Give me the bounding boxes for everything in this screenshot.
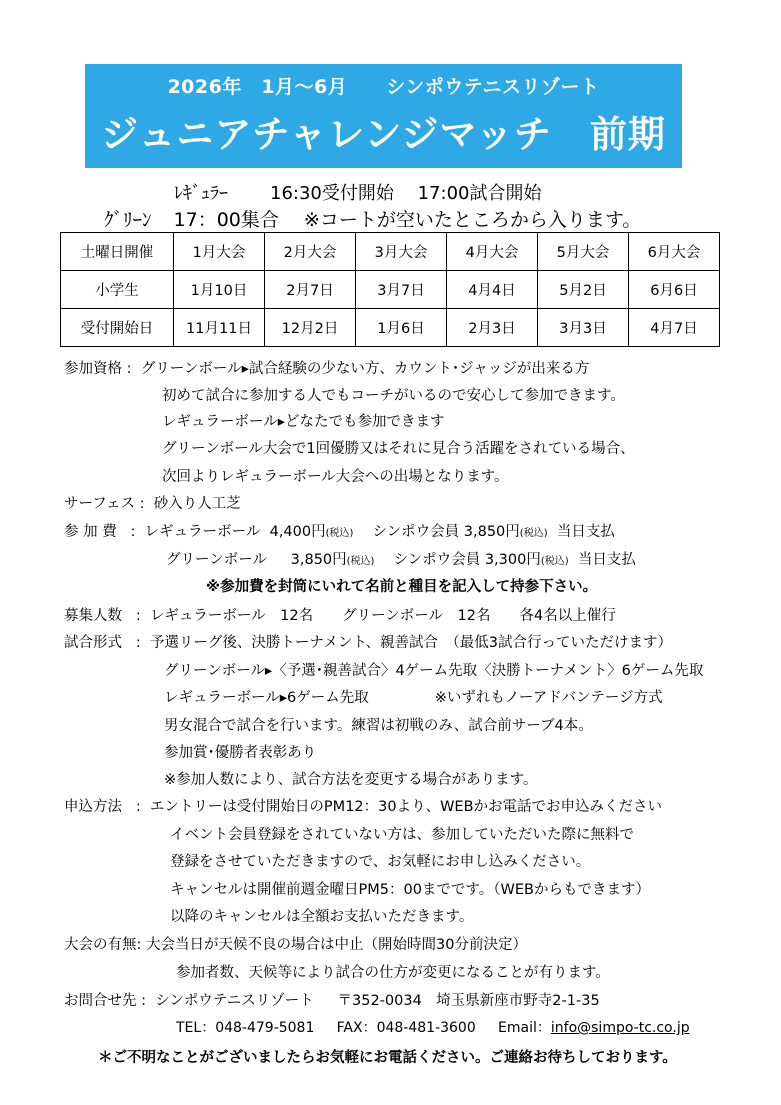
fee-green-pay: 当日支払 [577, 552, 636, 568]
schedule-cell: 4月大会 [447, 233, 538, 271]
apply-label: 申込方法 [64, 799, 122, 815]
format-label: 試合形式 [64, 635, 122, 651]
schedule-cell: 4月4日 [447, 271, 538, 309]
held-label: 大会の有無 [64, 937, 137, 953]
contact-email-label: Email： [498, 1020, 551, 1036]
apply-row: 申込方法 : エントリーは受付開始日のPM12：30より、WEBかお電話でお申込みください [64, 799, 663, 815]
apply-line-2: イベント会員登録をされていない方は、参加していただいた際に無料で [170, 827, 634, 843]
recruit-value: レギュラーボール 12名 グリーンボール 12名 各4名以上催行 [149, 608, 616, 624]
fee-green-price: 3,850円 [290, 552, 347, 568]
contact-address: 〒352-0034 埼玉県新座市野寺2-1-35 [337, 993, 600, 1009]
held-line-1: 大会当日が天候不良の場合は中止（開始時間30分前決定） [146, 937, 527, 953]
qualification-line-2: 初めて試合に参加する人でもコーチがいるので安心して参加できます。 [162, 388, 625, 404]
contact-line-2 [176, 1021, 690, 1035]
apply-line-5: 以降のキャンセルは全額お支払いただきます。 [170, 909, 474, 925]
apply-line-1: エントリーは受付開始日のPM12：30より、WEBかお電話でお申込みください [149, 799, 663, 815]
regular-label: ﾚｷﾞｭﾗｰ [174, 183, 228, 204]
fee-note: ※参加費を封筒にいれて名前と種目を記入して持参下さい。 [206, 579, 598, 595]
schedule-cell: 5月2日 [538, 271, 629, 309]
green-label: ｸﾞﾘｰﾝ [104, 209, 152, 231]
fee-row-regular: 参 加 費 : レギュラーボール 4,400円(税込) シンポウ会員 3,850円(税込) 当日支払 [64, 524, 615, 540]
schedule-table [60, 232, 720, 347]
surface-row: サーフェス : 砂入り人工芝 [64, 496, 241, 512]
schedule-cell: 3月3日 [538, 309, 629, 347]
schedule-cell: 11月11日 [174, 309, 265, 347]
qualification-line-5: 次回よりレギュラーボール大会への出場となります。 [162, 469, 509, 485]
surface-label: サーフェス [64, 496, 136, 512]
schedule-cell: 2月3日 [447, 309, 538, 347]
apply-line-3: 登録をさせていただきますので、お気軽にお申し込みください。 [170, 854, 591, 870]
footer-note: ＊ご不明なことがございましたらお気軽にお電話ください。ご連絡お待ちしております。 [98, 1050, 677, 1066]
qualification-line-1: グリーンボール▸試合経験の少ない方、カウント･ジャッジが出来る方 [140, 361, 590, 377]
format-line-3a: レギュラーボール▸6ゲーム先取 [164, 690, 369, 706]
schedule-cell: 6月6日 [629, 271, 720, 309]
schedule-cell: 3月7日 [356, 271, 447, 309]
schedule-cell: 1月6日 [356, 309, 447, 347]
format-line-4: 男女混合で試合を行います。練習は初戦のみ、試合前サーブ4本。 [164, 718, 593, 734]
fee-regular-pay: 当日支払 [556, 524, 615, 540]
fee-green-member: シンポウ会員 3,300円 [393, 552, 541, 568]
fee-green-member-tax: (税込) [540, 556, 569, 567]
fee-green-name: グリーンボール [166, 552, 267, 568]
surface-value: 砂入り人工芝 [153, 496, 241, 512]
format-line-3b: ※いずれもノーアドバンテージ方式 [434, 690, 663, 706]
format-line-2: グリーンボール▸〈予選･親善試合〉4ゲーム先取〈決勝トーナメント〉6ゲーム先取 [164, 663, 704, 679]
fee-regular-member: シンポウ会員 3,850円 [372, 524, 520, 540]
schedule-cell: 12月2日 [265, 309, 356, 347]
qualification-row: 参加資格 : グリーンボール▸試合経験の少ない方、カウント･ジャッジが出来る方 [64, 361, 590, 377]
qualification-line-4: グリーンボール大会で1回優勝又はそれに見合う活躍をされている場合、 [162, 441, 635, 457]
schedule-row [61, 233, 720, 271]
recruit-row: 募集人数 : レギュラーボール 12名 グリーンボール 12名 各4名以上催行 [64, 608, 616, 624]
green-time-row [104, 205, 641, 232]
apply-line-4: キャンセルは開催前週金曜日PM5：00までです。（WEBからもできます） [170, 882, 650, 898]
schedule-cell: 3月大会 [356, 233, 447, 271]
fee-regular-tax: (税込) [325, 528, 354, 539]
fee-regular-name: レギュラーボール [144, 524, 261, 540]
schedule-row [61, 309, 720, 347]
schedule-cell: 5月大会 [538, 233, 629, 271]
schedule-row [61, 271, 720, 309]
format-line-3 [164, 691, 663, 706]
contact-fax: FAX：048-481-3600 [336, 1020, 476, 1036]
banner-title: ジュニアチャレンジマッチ 前期 [101, 113, 666, 156]
banner-subtitle: 2026年 1月～6月 シンポウテニスリゾート [167, 76, 600, 98]
fee-row-green [166, 553, 636, 568]
fee-regular-price: 4,400円 [269, 524, 326, 540]
format-line-6: ※参加人数により、試合方法を変更する場合があります。 [164, 772, 538, 788]
schedule-cell: 6月大会 [629, 233, 720, 271]
fee-label: 参 加 費 [64, 524, 117, 540]
regular-time-row [174, 179, 541, 205]
format-row: 試合形式 : 予選リーグ後、決勝トーナメント、親善試合 （最低3試合行っていただけます） [64, 635, 673, 651]
format-line-5: 参加賞･優勝者表彰あり [164, 745, 317, 761]
regular-time-text: 16:30受付開始 17:00試合開始 [270, 183, 542, 204]
schedule-cell: 1月10日 [174, 271, 265, 309]
qualification-label: 参加資格 [64, 361, 122, 377]
title-banner [85, 64, 682, 168]
schedule-cell: 4月7日 [629, 309, 720, 347]
fee-regular-member-tax: (税込) [519, 528, 548, 539]
schedule-row-header: 小学生 [61, 271, 174, 309]
contact-label: お問合せ先 [64, 993, 137, 1009]
contact-tel: TEL：048-479-5081 [176, 1020, 315, 1036]
recruit-label: 募集人数 [64, 608, 122, 624]
contact-row: お問合せ先 : シンポウテニスリゾート 〒352-0034 埼玉県新座市野寺2-1-35 [64, 993, 600, 1009]
schedule-row-header: 土曜日開催 [61, 233, 174, 271]
contact-email-link[interactable]: info@simpo-tc.co.jp [550, 1020, 690, 1036]
schedule-cell: 2月7日 [265, 271, 356, 309]
held-line-2: 参加者数、天候等により試合の仕方が変更になることが有ります。 [176, 965, 610, 981]
contact-name: シンポウテニスリゾート [155, 993, 314, 1009]
fee-green-tax: (税込) [346, 556, 375, 567]
format-line-1: 予選リーグ後、決勝トーナメント、親善試合 （最低3試合行っていただけます） [149, 635, 673, 651]
schedule-cell: 1月大会 [174, 233, 265, 271]
green-time-text: 17：00集合 ※コートが空いたところから入ります。 [173, 209, 642, 231]
qualification-line-3: レギュラーボール▸どなたでも参加できます [162, 414, 445, 430]
held-row: 大会の有無: 大会当日が天候不良の場合は中止（開始時間30分前決定） [64, 937, 527, 953]
schedule-cell: 2月大会 [265, 233, 356, 271]
schedule-row-header: 受付開始日 [61, 309, 174, 347]
